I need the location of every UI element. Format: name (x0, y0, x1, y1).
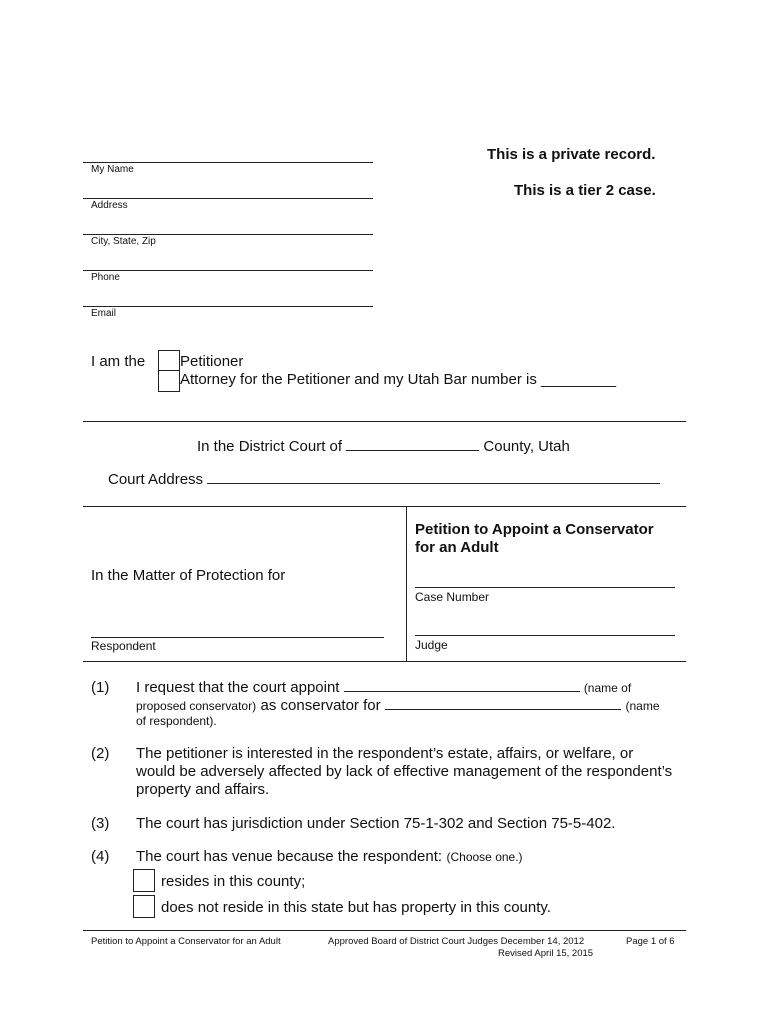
petitioner-checkbox[interactable] (158, 350, 180, 371)
phone-field-label: Phone (91, 272, 120, 283)
name-field-label: My Name (91, 164, 134, 175)
item1-text-b: (name of (583, 681, 632, 695)
item4-line (136, 848, 523, 866)
item1-text-e: (name (625, 699, 660, 713)
item4-note: (Choose one.) (446, 850, 523, 864)
item1-line1 (136, 679, 631, 696)
item4-number: (4) (91, 848, 110, 865)
section-divider (83, 421, 686, 422)
case-number-label: Case Number (415, 590, 490, 604)
petitioner-option-label: Petitioner (180, 353, 244, 370)
caption-top-rule (83, 506, 686, 507)
case-number-field[interactable] (415, 587, 675, 588)
email-field-line[interactable] (83, 306, 373, 307)
judge-label: Judge (415, 638, 448, 652)
item3-text: The court has jurisdiction under Section 75-1-302 and Section 75-5-402. (136, 815, 616, 832)
court-address-field[interactable] (207, 482, 660, 484)
item1-text-d: as conservator for (260, 697, 381, 714)
item2-line2: would be adversely affected by lack of effective management of the respondent’s (136, 763, 673, 780)
judge-field[interactable] (415, 635, 675, 636)
item2-line1: The petitioner is interested in the respondent’s estate, affairs, or welfare, or (136, 745, 634, 762)
property-in-county-label: does not reside in this state but has property in this county. (161, 899, 551, 916)
county-field[interactable] (346, 449, 479, 451)
attorney-option-label: Attorney for the Petitioner and my Utah Bar number is _________ (180, 371, 617, 388)
role-intro: I am the (91, 353, 146, 370)
respondent-label: Respondent (91, 639, 156, 653)
address-field-line[interactable] (83, 198, 373, 199)
court-address-line (108, 471, 660, 488)
district-court-label: In the District Court of (197, 438, 343, 455)
city-state-zip-field-label: City, State, Zip (91, 236, 156, 247)
item1-line3: of respondent). (136, 714, 217, 728)
footer-page-number: Page 1 of 6 (626, 936, 675, 947)
item3-number: (3) (91, 815, 110, 832)
attorney-checkbox[interactable] (158, 370, 180, 392)
item1-number: (1) (91, 679, 110, 696)
item4-text: The court has venue because the respondent: (136, 848, 443, 865)
resides-county-label: resides in this county; (161, 873, 306, 890)
private-record-notice: This is a private record. (487, 146, 656, 163)
city-state-zip-field-line[interactable] (83, 234, 373, 235)
footer-approved: Approved Board of District Court Judges December 14, 2012 (328, 936, 585, 947)
item1-text-a: I request that the court appoint (136, 679, 340, 696)
footer-rule (83, 930, 686, 931)
district-court-line (197, 438, 570, 455)
caption-vertical-rule (406, 506, 407, 661)
item2-line3: property and affairs. (136, 781, 270, 798)
matter-label: In the Matter of Protection for (91, 567, 286, 584)
item1-line2 (136, 697, 660, 715)
caption-bottom-rule (83, 661, 686, 662)
conservator-name-field[interactable] (344, 690, 580, 692)
footer-revised: Revised April 15, 2015 (498, 948, 594, 959)
county-state-label: County, Utah (483, 438, 570, 455)
court-address-label: Court Address (108, 471, 204, 488)
item1-text-c: proposed conservator) (136, 699, 257, 713)
property-in-county-checkbox[interactable] (133, 895, 155, 918)
respondent-name-field[interactable] (91, 637, 384, 638)
tier-case-notice: This is a tier 2 case. (514, 182, 656, 199)
resides-county-checkbox[interactable] (133, 869, 155, 892)
phone-field-line[interactable] (83, 270, 373, 271)
item2-number: (2) (91, 745, 110, 762)
footer-form-title: Petition to Appoint a Conservator for an Adult (91, 936, 281, 947)
name-field-line[interactable] (83, 162, 373, 163)
email-field-label: Email (91, 308, 117, 319)
petition-title-line1: Petition to Appoint a Conservator (415, 521, 654, 538)
address-field-label: Address (91, 200, 128, 211)
respondent-name-field-item1[interactable] (385, 708, 621, 710)
petition-title-line2: for an Adult (415, 539, 499, 556)
